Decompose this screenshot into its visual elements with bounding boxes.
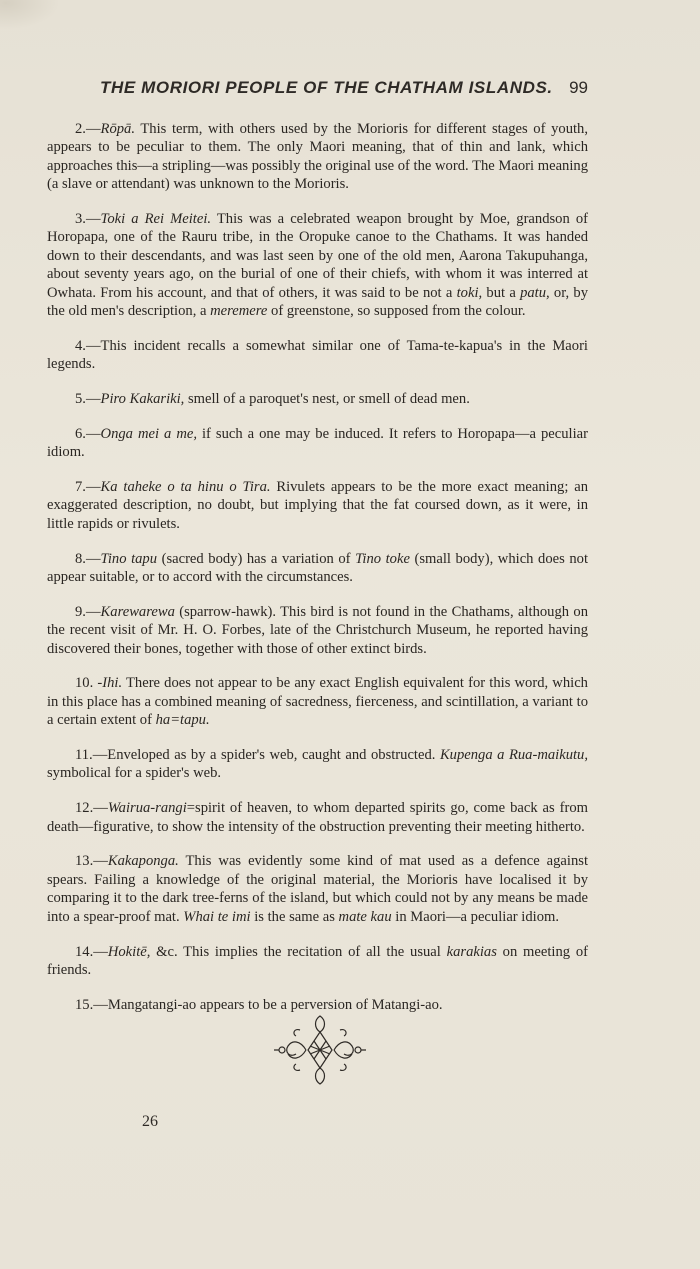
- note-7: 7.—Ka taheke o ta hinu o Tira. Rivulets appears to be the more exact meaning; an exaggerated description, no doubt, but implying that the fat coursed down, as it were, in little rapids or rivulets.: [47, 479, 588, 532]
- ornament-icon: [270, 1010, 370, 1090]
- note-8: 8.—Tino tapu (sacred body) has a variation of Tino toke (small body), which does not appear suitable, or to accord with the circumstances.: [47, 550, 588, 586]
- note-11: 11.—Enveloped as by a spider's web, caught and obstructed. Kupenga a Rua-maikutu, symbolical for a spider's web.: [47, 747, 588, 782]
- notes-body: [47, 120, 588, 1031]
- note-12: 12.—Wairua-rangi=spirit of heaven, to whom departed spirits go, come back as from death—figurative, to show the intensity of the obstruction preventing their meeting hitherto.: [47, 800, 588, 835]
- corner-smudge: [0, 0, 60, 30]
- running-title: THE MORIORI PEOPLE OF THE CHATHAM ISLANDS.: [100, 78, 553, 97]
- note-15: 15.—Mangatangi-ao appears to be a perversion of Matangi-ao.: [75, 996, 443, 1013]
- note-5: 5.—Piro Kakariki, smell of a paroquet's nest, or smell of dead men.: [75, 391, 470, 408]
- page-number: 99: [569, 78, 588, 97]
- note-4: 4.—This incident recalls a somewhat similar one of Tama-te-kapua's in the Maori legends.: [47, 337, 588, 373]
- note-3: 3.—Toki a Rei Meitei. This was a celebrated weapon brought by Moe, grandson of Horopapa, one of the Rauru tribe, in the Oropuke canoe to the Chathams. It was handed down to their descendants, and was last seen by one of the old men, Aarona Takupuhanga, about seventy years ago, on the burial of one of their chiefs, with whom it was interred at Owhata. From his account, and that of others, it was said to be not a toki, but a patu, or, by the old men's description, a meremere of greenstone, so supposed from the colour.: [47, 211, 589, 320]
- note-10: 10. -Ihi. There does not appear to be any exact English equivalent for this word, which in this place has a combined meaning of sacredness, fierceness, and scintillation, a variant to a certain extent of ha=tapu.: [47, 675, 588, 729]
- note-2: 2.—Rōpā. This term, with others used by the Morioris for different stages of youth, appears to be peculiar to them. The only Maori meaning, that of thin and lank, which approaches this—a stripling—was possibly the original use of the word. The Maori meaning (a slave or attendant) was unknown to the Morioris.: [47, 121, 588, 193]
- note-13: 13.—Kakaponga. This was evidently some kind of mat used as a defence against spears. Failing a knowledge of the original material, the Morioris have localised it by comparing it to the dark tree-ferns of the island, but which could not by any means be made into a spear-proof mat. Whai te imi is the same as mate kau in Maori—a peculiar idiom.: [47, 853, 588, 925]
- note-9: 9.—Karewarewa (sparrow-hawk). This bird is not found in the Chathams, although on the recent visit of Mr. H. O. Forbes, late of the Christchurch Museum, he reported having discovered their bones, together with those of other extinct birds.: [47, 603, 588, 657]
- note-14: 14.—Hokitē, &c. This implies the recitation of all the usual karakias on meeting of friends.: [47, 943, 588, 978]
- note-6: 6.—Onga mei a me, if such a one may be induced. It refers to Horopapa—a peculiar idiom.: [47, 425, 588, 461]
- signature-mark: 26: [142, 1113, 158, 1130]
- running-header: [100, 78, 592, 102]
